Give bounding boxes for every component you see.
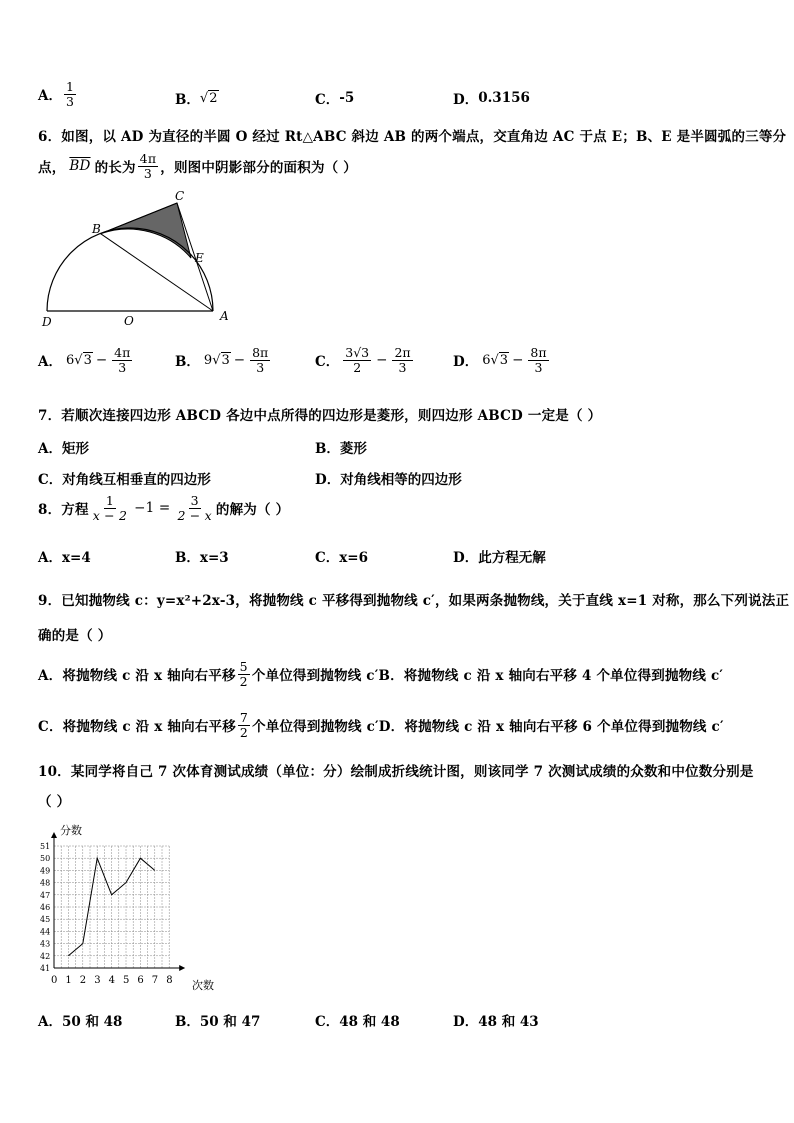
y-tick-label: 45 xyxy=(40,915,51,925)
chart-xlabel: 次数 xyxy=(192,979,214,992)
y-tick-label: 51 xyxy=(40,842,51,851)
q10-stem-line2: （ ） xyxy=(38,794,71,810)
y-tick-label: 50 xyxy=(40,854,51,864)
q10-stem-line1: 10．某同学将自己 7 次体育测试成绩（单位：分）绘制成折线统计图，则该同学 7 次测试成绩的众数和中位数分别是 xyxy=(38,764,754,780)
q9-stem-line2: 确的是（ ） xyxy=(38,628,112,644)
chart-axes xyxy=(51,832,185,971)
chart-tick-labels xyxy=(40,842,173,986)
q9-options-cd xyxy=(38,711,724,740)
x-tick-label: 1 xyxy=(65,975,72,986)
segment-ba xyxy=(101,234,213,311)
q10-line-chart xyxy=(30,818,240,998)
q9-option-b: B．将抛物线 c 沿 x 轴向右平移 4 个单位得到抛物线 c′ xyxy=(378,668,724,685)
x-tick-label: 8 xyxy=(166,975,173,986)
chart-grid xyxy=(54,846,169,968)
y-tick-label: 49 xyxy=(40,866,51,876)
q6-option-c: C． $\frac{3√3}{2}$ − $\frac{2\pi}{3}$ xyxy=(315,345,411,375)
q8-stem: 8．方程 $\frac{1}{x - 2}$ −1 = $\frac{3}{2 - x}$ 的解为（ ） xyxy=(38,493,290,523)
x-tick-label: 6 xyxy=(137,975,144,986)
q7-option-c: C．对角线互相垂直的四边形 xyxy=(38,472,211,488)
chart-ylabel: 分数 xyxy=(60,824,82,837)
q10-option-b: B．50 和 47 xyxy=(175,1014,261,1030)
x-tick-label: 3 xyxy=(94,975,101,986)
y-tick-label: 47 xyxy=(40,890,51,900)
q6-arc-label: $\overline{BD}$ xyxy=(69,158,91,175)
q8-option-b: B．x=3 xyxy=(175,550,229,566)
x-tick-label: 2 xyxy=(79,975,87,986)
q8-option-a: A．x=4 xyxy=(38,550,91,566)
x-axis-arrow xyxy=(179,965,185,971)
q7-option-b: B．菱形 xyxy=(315,441,367,457)
q6-option-b: B． 9√3 − $\frac{8\pi}{3}$ xyxy=(175,345,269,375)
q7-option-a: A．矩形 xyxy=(38,441,89,457)
shaded-region xyxy=(101,203,191,258)
y-tick-label: 41 xyxy=(40,964,51,973)
q6-stem-line2: 点， $\overline{BD}$ 的长为 $\frac{4\pi}{3}$ ，则图中阴影部分的面积为（ ） xyxy=(38,151,357,181)
label-d: D xyxy=(42,315,52,329)
q6-option-a: A． 6√3 − $\frac{4\pi}{3}$ xyxy=(38,345,131,375)
q9-option-a: A．将抛物线 c 沿 x 轴向右平移 $\frac{5}{2}$ 个单位得到抛物线 c′ xyxy=(38,659,379,689)
q7-option-d: D．对角线相等的四边形 xyxy=(315,472,462,488)
q10-option-a: A．50 和 48 xyxy=(38,1014,123,1030)
x-tick-label: 4 xyxy=(108,975,115,986)
y-tick-label: 42 xyxy=(40,951,51,961)
x-tick-label: 0 xyxy=(51,975,58,986)
q9-stem-line1: 9．已知抛物线 c：y=x²+2x-3，将抛物线 c 平移得到抛物线 c′，如果两条抛物线，关于直线 x=1 对称，那么下列说法正 xyxy=(38,593,790,609)
label-a: A xyxy=(220,309,229,323)
q8-option-d: D．此方程无解 xyxy=(453,550,546,566)
label-o: O xyxy=(124,314,134,328)
q6-figure xyxy=(30,188,250,333)
label-b: B xyxy=(92,222,101,236)
q10-option-c: C．48 和 48 xyxy=(315,1014,400,1030)
semicircle-arc xyxy=(47,228,213,311)
q5-option-a: A． $\frac{1}{3}$ xyxy=(38,79,74,109)
q8-option-c: C．x=6 xyxy=(315,550,368,566)
x-tick-label: 5 xyxy=(123,975,130,986)
q5-option-c: C． -5 xyxy=(315,90,355,108)
y-tick-label: 48 xyxy=(40,878,51,888)
y-axis-arrow xyxy=(51,832,57,838)
q9-option-d: D．将抛物线 c 沿 x 轴向右平移 6 个单位得到抛物线 c′ xyxy=(378,719,724,736)
q5-option-d: D． 0.3156 xyxy=(453,90,530,108)
q9-options-ab xyxy=(38,660,723,689)
y-tick-label: 46 xyxy=(40,903,51,912)
q7-stem: 7．若顺次连接四边形 ABCD 各边中点所得的四边形是菱形，则四边形 ABCD 一定是（ ） xyxy=(38,408,602,424)
q10-option-d: D．48 和 43 xyxy=(453,1014,539,1030)
q6-option-d: D． 6√3 − $\frac{8\pi}{3}$ xyxy=(453,345,547,375)
q6-stem-line1: 6．如图，以 AD 为直径的半圆 O 经过 Rt△ABC 斜边 AB 的两个端点，交直角边 AC 于点 E；B、E 是半圆弧的三等分 xyxy=(38,129,787,145)
y-tick-label: 43 xyxy=(40,939,51,949)
q9-option-c: C．将抛物线 c 沿 x 轴向右平移 $\frac{7}{2}$ 个单位得到抛物线 c′ xyxy=(38,710,379,740)
label-e: E xyxy=(195,251,204,265)
y-tick-label: 44 xyxy=(40,927,51,937)
q5-option-b: B． √2 xyxy=(175,90,218,108)
label-c: C xyxy=(175,189,185,203)
x-tick-label: 7 xyxy=(151,975,159,986)
